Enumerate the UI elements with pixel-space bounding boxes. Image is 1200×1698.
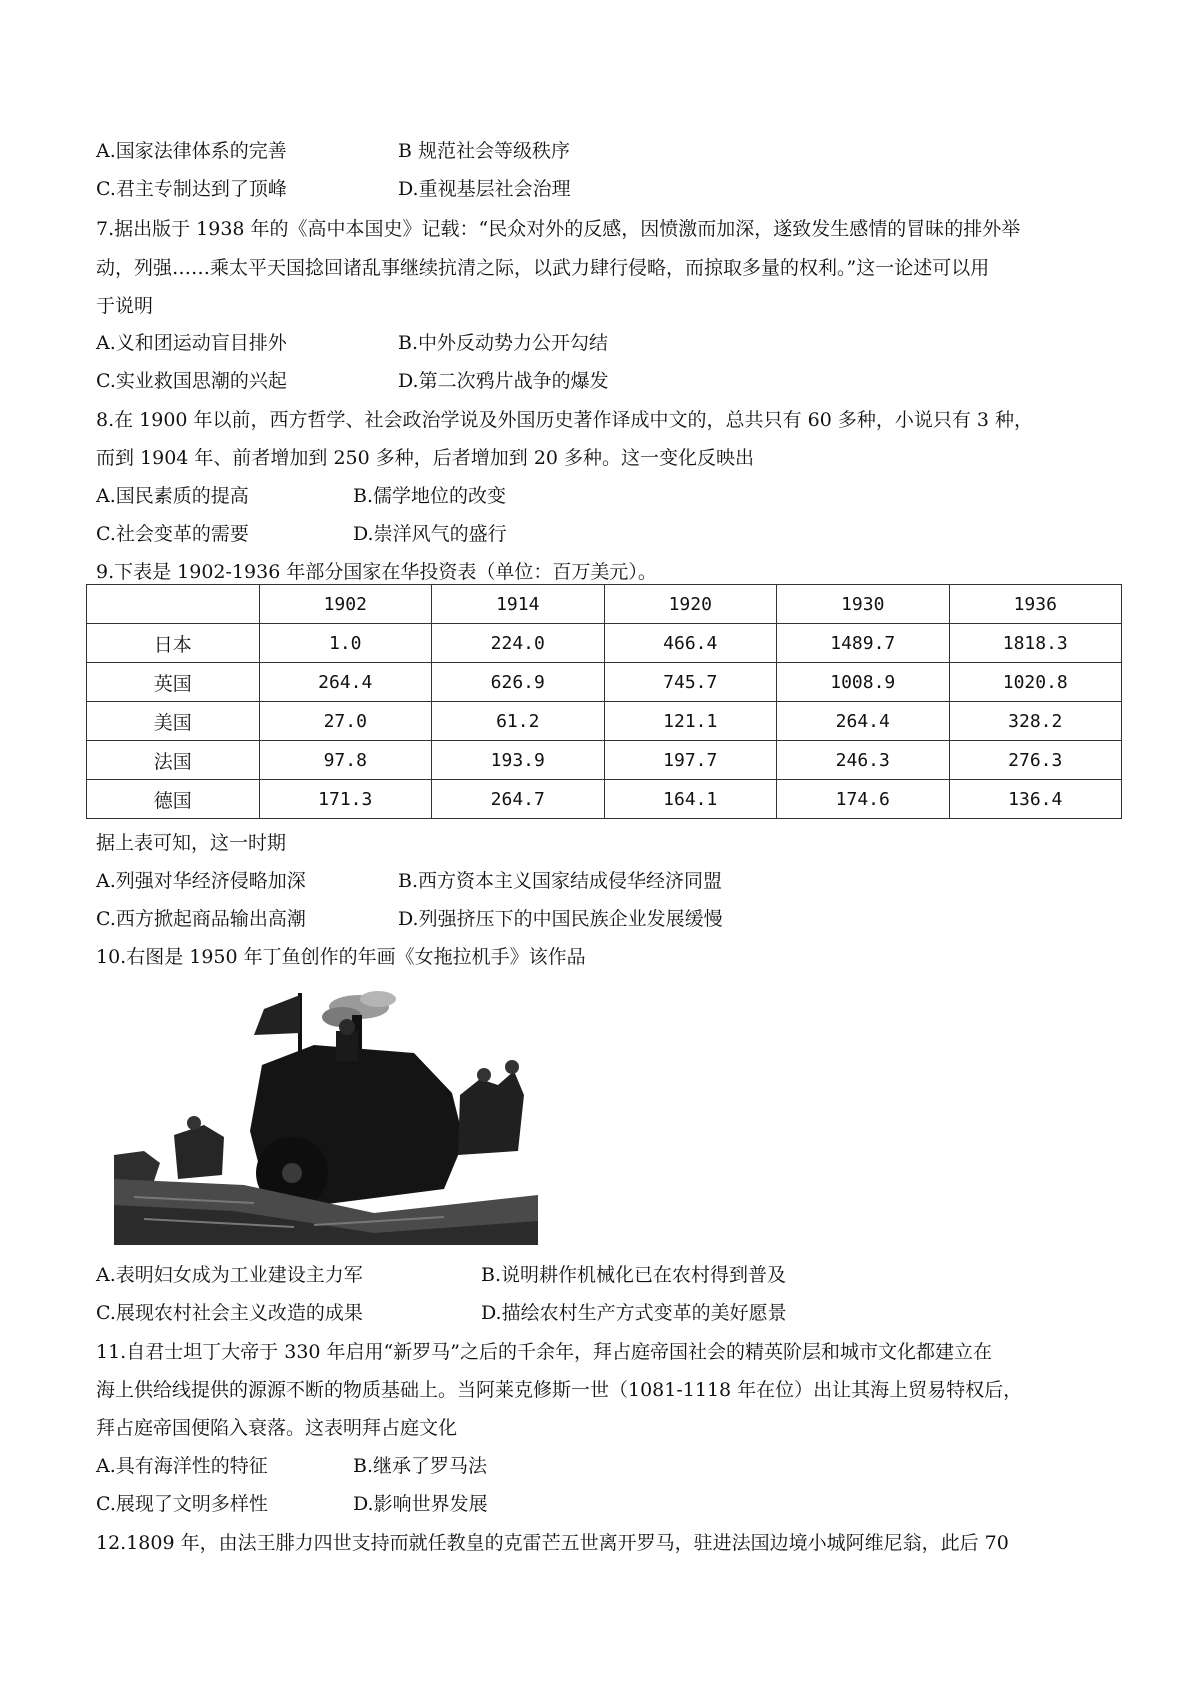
table-row — [87, 780, 1122, 819]
value-cell: 1818.3 — [949, 624, 1122, 663]
q8-option-b[interactable]: B.儒学地位的改变 — [353, 485, 507, 507]
year-header: 1902 — [259, 585, 432, 624]
q11-stem-line-1: 11.自君士坦丁大帝于 330 年启用“新罗马”之后的千余年，拜占庭帝国社会的精英阶层和城市文化都建立在 — [96, 1341, 992, 1363]
table-corner-cell — [87, 585, 260, 624]
value-cell: 264.7 — [432, 780, 605, 819]
q9-stem: 9.下表是 1902-1936 年部分国家在华投资表（单位：百万美元）。 — [96, 561, 657, 583]
value-cell: 1.0 — [259, 624, 432, 663]
q9-after-table: 据上表可知，这一时期 — [96, 832, 287, 854]
q10-option-d[interactable]: D.描绘农村生产方式变革的美好愿景 — [481, 1302, 787, 1324]
value-cell: 264.4 — [777, 702, 950, 741]
value-cell: 1020.8 — [949, 663, 1122, 702]
table-row — [87, 741, 1122, 780]
country-cell: 法国 — [87, 741, 260, 780]
value-cell: 626.9 — [432, 663, 605, 702]
value-cell: 224.0 — [432, 624, 605, 663]
table-row — [87, 702, 1122, 741]
q7-option-a[interactable]: A.义和团运动盲目排外 — [96, 332, 287, 354]
table-row — [87, 663, 1122, 702]
table-row — [87, 624, 1122, 663]
value-cell: 466.4 — [604, 624, 777, 663]
q8-stem-line-1: 8.在 1900 年以前，西方哲学、社会政治学说及外国历史著作译成中文的，总共只有 60 多种，小说只有 3 种， — [96, 409, 1033, 431]
q11-option-c[interactable]: C.展现了文明多样性 — [96, 1493, 268, 1515]
q11-stem-line-2: 海上供给线提供的源源不断的物质基础上。当阿莱克修斯一世（1081-1118 年在位）出让其海上贸易特权后， — [96, 1379, 1023, 1401]
q7-stem-line-1: 7.据出版于 1938 年的《高中本国史》记载：“民众对外的反感，因愤激而加深，遂致发生感情的冒昧的排外举 — [96, 218, 1021, 240]
tractor-painting-image — [114, 975, 538, 1245]
year-header: 1914 — [432, 585, 605, 624]
value-cell: 27.0 — [259, 702, 432, 741]
q12-stem-line-1: 12.1809 年，由法王腓力四世支持而就任教皇的克雷芒五世离开罗马，驻进法国边境小城阿维尼翁，此后 70 — [96, 1532, 1009, 1554]
investment-table — [86, 584, 1122, 819]
value-cell: 276.3 — [949, 741, 1122, 780]
value-cell: 246.3 — [777, 741, 950, 780]
q8-option-d[interactable]: D.崇洋风气的盛行 — [353, 523, 507, 545]
country-cell: 德国 — [87, 780, 260, 819]
q6-option-a[interactable]: A.国家法律体系的完善 — [96, 140, 287, 162]
q11-option-b[interactable]: B.继承了罗马法 — [353, 1455, 488, 1477]
q9-option-b[interactable]: B.西方资本主义国家结成侵华经济同盟 — [398, 870, 723, 892]
year-header: 1930 — [777, 585, 950, 624]
q8-stem-line-2: 而到 1904 年、前者增加到 250 多种，后者增加到 20 多种。这一变化反映出 — [96, 447, 755, 469]
value-cell: 61.2 — [432, 702, 605, 741]
value-cell: 121.1 — [604, 702, 777, 741]
q7-option-d[interactable]: D.第二次鸦片战争的爆发 — [398, 370, 609, 392]
q11-stem-line-3: 拜占庭帝国便陷入衰落。这表明拜占庭文化 — [96, 1417, 458, 1439]
value-cell: 1489.7 — [777, 624, 950, 663]
q9-option-c[interactable]: C.西方掀起商品输出高潮 — [96, 908, 306, 930]
q11-option-a[interactable]: A.具有海洋性的特征 — [96, 1455, 268, 1477]
q10-option-a[interactable]: A.表明妇女成为工业建设主力军 — [96, 1264, 363, 1286]
q6-option-b[interactable]: B 规范社会等级秩序 — [398, 140, 571, 162]
q6-option-c[interactable]: C.君主专制达到了顶峰 — [96, 178, 287, 200]
value-cell: 164.1 — [604, 780, 777, 819]
q10-option-c[interactable]: C.展现农村社会主义改造的成果 — [96, 1302, 363, 1324]
q11-option-d[interactable]: D.影响世界发展 — [353, 1493, 488, 1515]
q8-option-a[interactable]: A.国民素质的提高 — [96, 485, 249, 507]
q7-option-b[interactable]: B.中外反动势力公开勾结 — [398, 332, 609, 354]
value-cell: 1008.9 — [777, 663, 950, 702]
value-cell: 264.4 — [259, 663, 432, 702]
value-cell: 171.3 — [259, 780, 432, 819]
q9-option-d[interactable]: D.列强挤压下的中国民族企业发展缓慢 — [398, 908, 723, 930]
year-header: 1920 — [604, 585, 777, 624]
q9-option-a[interactable]: A.列强对华经济侵略加深 — [96, 870, 306, 892]
q7-stem-line-3: 于说明 — [96, 295, 154, 317]
value-cell: 136.4 — [949, 780, 1122, 819]
q6-option-d[interactable]: D.重视基层社会治理 — [398, 178, 571, 200]
value-cell: 745.7 — [604, 663, 777, 702]
table-header-row — [87, 585, 1122, 624]
country-cell: 日本 — [87, 624, 260, 663]
q10-stem: 10.右图是 1950 年丁鱼创作的年画《女拖拉机手》该作品 — [96, 946, 586, 968]
country-cell: 美国 — [87, 702, 260, 741]
value-cell: 328.2 — [949, 702, 1122, 741]
value-cell: 97.8 — [259, 741, 432, 780]
value-cell: 174.6 — [777, 780, 950, 819]
year-header: 1936 — [949, 585, 1122, 624]
value-cell: 193.9 — [432, 741, 605, 780]
country-cell: 英国 — [87, 663, 260, 702]
q8-option-c[interactable]: C.社会变革的需要 — [96, 523, 249, 545]
value-cell: 197.7 — [604, 741, 777, 780]
q7-option-c[interactable]: C.实业救国思潮的兴起 — [96, 370, 287, 392]
q10-option-b[interactable]: B.说明耕作机械化已在农村得到普及 — [481, 1264, 787, 1286]
q7-stem-line-2: 动，列强……乘太平天国捻回诸乱事继续抗清之际，以武力肆行侵略，而掠取多量的权利。”这一论述可以用 — [96, 257, 990, 279]
